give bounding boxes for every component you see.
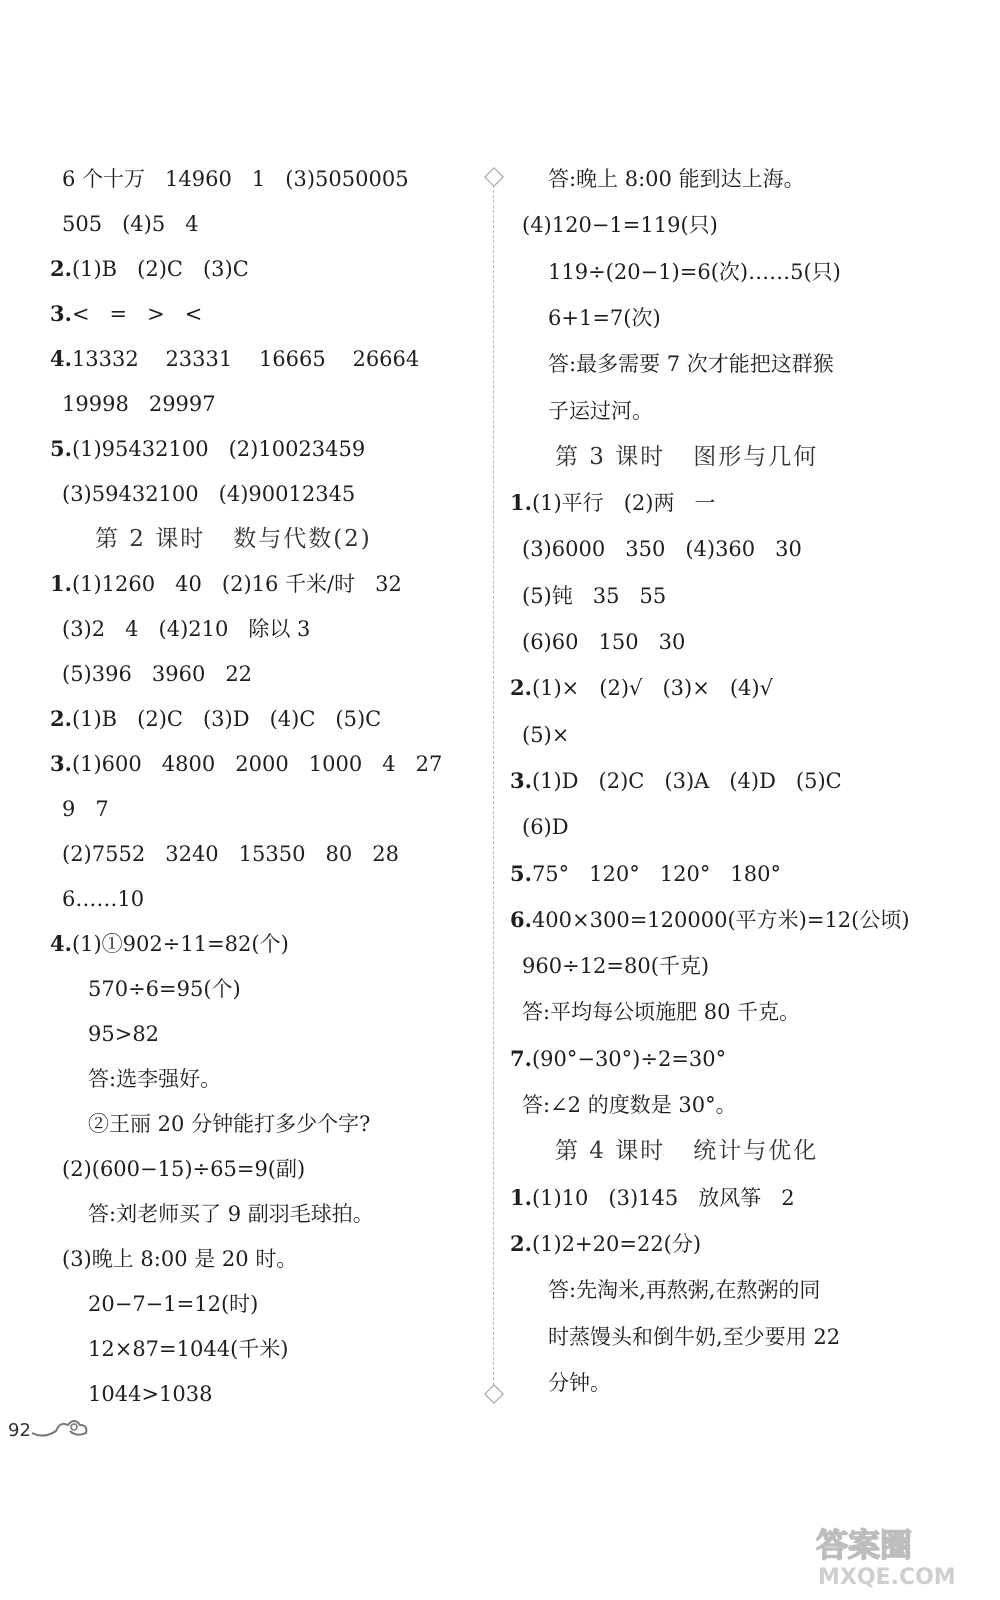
question-number: 4. [50,346,72,371]
watermark-logo [808,1522,988,1592]
answer-line [548,349,834,379]
question-number: 1. [510,490,532,516]
answer-text: 第 4 课时 统计与优化 [555,1138,819,1165]
answer-text: 第 3 课时 图形与几何 [555,443,819,470]
answer-line [50,704,381,734]
answer-text: (3)59432100 (4)90012345 [62,482,356,506]
answer-text: (3)晚上 8:00 是 20 时。 [62,1247,298,1271]
answer-text: 答:刘老师买了 9 副羽毛球拍。 [88,1202,374,1226]
answer-line [510,1229,701,1259]
section-heading [555,442,818,472]
answer-line [522,210,718,240]
page-number: 92 [8,1420,31,1441]
answer-line [510,673,773,703]
answer-text: 子运过河。 [548,398,653,423]
answer-line [522,812,569,842]
answer-text: 20−7−1=12(时) [88,1292,259,1316]
answer-line [62,1154,305,1184]
question-number: 6. [510,906,532,932]
answer-line [548,257,841,287]
answer-text: 12×87=1044(千米) [88,1337,289,1361]
divider-ornament-bottom [484,1384,504,1404]
answer-line [62,659,252,689]
answer-text: 6……10 [62,887,145,911]
answer-line [62,164,409,194]
question-number: 5. [510,860,532,886]
answer-text: (1)D (2)C (3)A (4)D (5)C [531,768,842,793]
section-heading [95,524,372,554]
answer-line [88,1109,370,1139]
answer-text: (1)①902÷11=82(个) [71,932,289,956]
answer-line [50,254,249,284]
answer-text: ②王丽 20 分钟能打多少个字? [88,1112,371,1136]
answer-text: 400×300=120000(平方米)=12(公顷) [531,907,910,932]
divider-ornament-top [484,167,504,187]
answer-text: 分钟。 [548,1370,611,1395]
answer-text: (3)2 4 (4)210 除以 3 [62,617,311,641]
answer-line [548,164,805,194]
answer-line [62,839,399,869]
answer-line [88,1019,159,1049]
question-number: 3. [50,301,72,326]
question-number: 3. [510,767,532,793]
answer-text: (5)钝 35 55 [522,583,667,608]
question-number: 2. [50,706,72,731]
section-heading [555,1136,818,1166]
answer-text: 505 (4)5 4 [62,212,199,236]
answer-line [522,627,685,657]
answer-text: 答:平均每公顷施肥 80 千克。 [522,1000,801,1025]
answer-line [548,396,653,426]
answer-line [62,614,310,644]
answer-text: 95>82 [88,1022,160,1046]
answer-line [50,434,365,464]
answer-line [88,1379,212,1409]
answer-line [62,479,355,509]
answer-text: 19998 29997 [62,392,216,416]
answer-line [88,1334,288,1364]
answer-line [522,951,709,981]
answer-text: (1)平行 (2)两 一 [531,491,716,516]
answer-line [548,1368,611,1398]
answer-line [510,1183,795,1213]
answer-line [522,581,666,611]
watermark-text: 答案圈 [816,1526,913,1564]
answer-text: 时蒸馒头和倒牛奶,至少要用 22 [548,1324,841,1349]
answer-text: 答:晚上 8:00 能到达上海。 [548,167,805,191]
answer-line [548,1275,820,1305]
answer-line [50,299,202,329]
answer-text: (1)10 (3)145 放风筝 2 [531,1185,795,1210]
answer-text: 6+1=7(次) [548,305,661,330]
answer-line [50,344,419,374]
watermark-url: MXQE.COM [818,1565,956,1590]
answer-line [510,1044,726,1074]
answer-text: (6)60 150 30 [522,630,686,654]
answer-text: 答:最多需要 7 次才能把这群猴 [548,352,834,377]
answer-text: (90°−30°)÷2=30° [531,1046,727,1071]
answer-line [62,794,109,824]
answer-text: 13332 23331 16665 26664 [71,347,420,371]
answer-text: (1)× (2)√ (3)× (4)√ [531,676,773,701]
answer-text: 1044>1038 [88,1382,213,1406]
question-number: 2. [510,675,532,701]
answer-line [522,534,802,564]
answer-text: (6)D [522,815,569,840]
answer-line [62,389,216,419]
cloud-ornament-icon [30,1415,90,1439]
answer-text: (3)6000 350 (4)360 30 [522,537,802,562]
answer-text: (1)B (2)C (3)C [71,257,249,281]
answer-line [510,766,842,796]
answer-line [88,1289,258,1319]
answer-text: 75° 120° 120° 180° [531,861,781,886]
answer-line [510,859,781,889]
answer-line [88,1199,374,1229]
answer-text: (1)2+20=22(分) [531,1231,702,1256]
answer-line [522,720,569,750]
question-number: 2. [510,1230,532,1256]
answer-text: 960÷12=80(千克) [522,954,710,979]
answer-text: (1)600 4800 2000 1000 4 27 [71,752,443,776]
answer-text: (5)× [522,722,570,747]
question-number: 7. [510,1045,532,1071]
answer-text: 答:先淘米,再熬粥,在熬粥的同 [548,1278,821,1303]
answer-line [548,1322,840,1352]
answer-line [62,1244,297,1274]
answer-text: 第 2 课时 数与代数(2) [95,526,372,552]
answer-text: (1)B (2)C (3)D (4)C (5)C [71,707,382,731]
answer-text: 9 7 [62,797,109,821]
answer-line [50,929,289,959]
answer-text: (2)(600−15)÷65=9(副) [62,1157,306,1181]
answer-line [88,1064,221,1094]
question-number: 1. [50,571,72,596]
answer-text: 答:∠2 的度数是 30°。 [522,1093,737,1117]
answer-line [62,884,144,914]
answer-line [62,209,199,239]
question-number: 5. [50,436,72,461]
question-number: 4. [50,931,72,956]
answer-text: 119÷(20−1)=6(次)……5(只) [548,259,841,284]
answer-text: (1)1260 40 (2)16 千米/时 32 [71,572,402,596]
question-number: 1. [510,1184,532,1210]
answer-line [548,303,661,333]
answer-text: 答:选李强好。 [88,1067,222,1091]
answer-text: (1)95432100 (2)10023459 [71,437,366,461]
answer-line [510,905,910,935]
answer-text: (2)7552 3240 15350 80 28 [62,842,399,866]
answer-text: < = > < [71,302,203,326]
answer-line [522,1090,737,1120]
column-divider [493,175,494,1400]
question-number: 3. [50,751,72,776]
answer-line [50,749,442,779]
answer-text: (4)120−1=119(只) [522,213,718,238]
answer-text: 6 个十万 14960 1 (3)5050005 [62,167,409,191]
answer-line [88,974,241,1004]
answer-text: 570÷6=95(个) [88,977,241,1001]
answer-line [510,488,715,518]
question-number: 2. [50,256,72,281]
answer-text: (5)396 3960 22 [62,662,253,686]
answer-line [522,997,800,1027]
answer-line [50,569,402,599]
